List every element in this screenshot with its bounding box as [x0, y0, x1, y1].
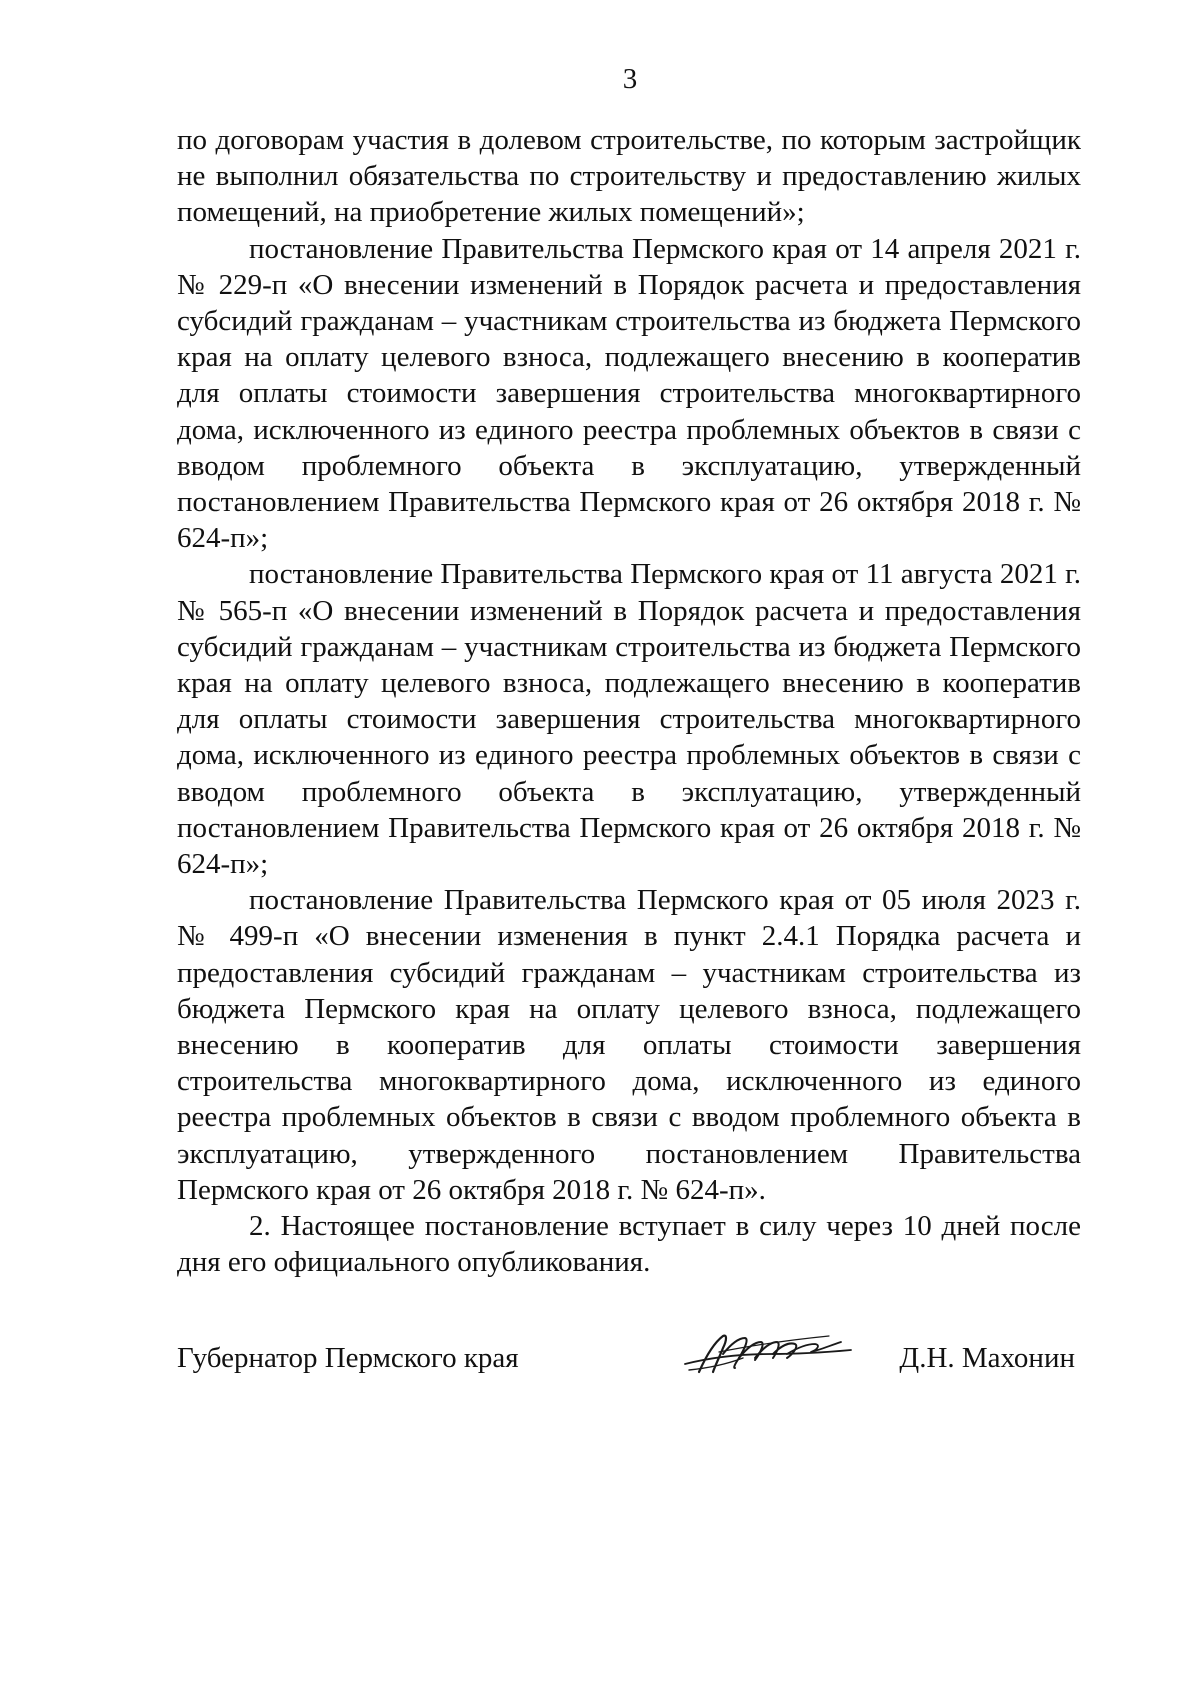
signer-name: Д.Н. Махонин — [899, 1342, 1075, 1374]
page-number: 3 — [622, 63, 638, 95]
document-body — [177, 122, 1081, 1281]
paragraph-resolution-499-p: постановление Правительства Пермского края от 05 июля 2023 г. № 499-п «О внесении изменения в пункт 2.4.1 Порядка расчета и предоставления субсидий гражданам – участникам строительства из бюджета Пермского края на оплату целевого взноса, подлежащего внесению в кооператив для оплаты стоимости завершения строительства многоквартирного дома, исключенного из единого реестра проблемных объектов в связи с вводом проблемного объекта в эксплуатацию, утвержденного постановлением Правительства Пермского края от 26 октября 2018 г. № 624-п». — [177, 884, 1081, 1206]
paragraph-resolution-229-p: постановление Правительства Пермского края от 14 апреля 2021 г. № 229-п «О внесении изменений в Порядок расчета и предоставления субсидий гражданам – участникам строительства из бюджета Пермского края на оплату целевого взноса, подлежащего внесению в кооператив для оплаты стоимости завершения строительства многоквартирного дома, исключенного из единого реестра проблемных объектов в связи с вводом проблемного объекта в эксплуатацию, утвержденный постановлением Правительства Пермского края от 26 октября 2018 г. № 624-п»; — [177, 232, 1081, 555]
signer-position: Губернатор Пермского края — [177, 1342, 519, 1374]
paragraph-continuation: по договорам участия в долевом строительстве, по которым застройщик не выполнил обязательства по строительству и предоставлению жилых помещений, на приобретение жилых помещений»; — [177, 124, 1081, 229]
paragraph-resolution-565-p: постановление Правительства Пермского края от 11 августа 2021 г. № 565-п «О внесении изменений в Порядок расчета и предоставления субсидий гражданам – участникам строительства из бюджета Пермского края на оплату целевого взноса, подлежащего внесению в кооператив для оплаты стоимости завершения строительства многоквартирного дома, исключенного из единого реестра проблемных объектов в связи с вводом проблемного объекта в эксплуатацию, утвержденный постановлением Правительства Пермского края от 26 октября 2018 г. № 624-п»; — [177, 558, 1081, 881]
signature-block — [177, 1340, 1081, 1400]
paragraph-entry-into-force: 2. Настоящее постановление вступает в силу через 10 дней после дня его официального опубликования. — [177, 1210, 1081, 1279]
handwritten-signature — [679, 1324, 859, 1384]
